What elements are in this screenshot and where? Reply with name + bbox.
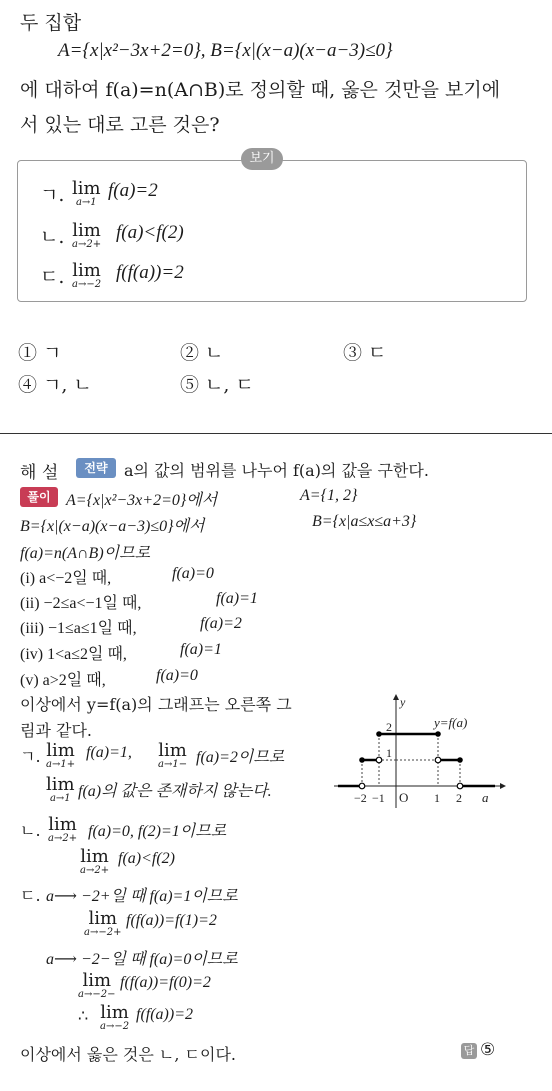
- lim-word: lim: [72, 260, 101, 281]
- sol-limit: [46, 742, 75, 770]
- x-tick-label: −1: [372, 791, 385, 805]
- y-tick-label: 1: [386, 746, 392, 760]
- sol-limit: [46, 776, 75, 804]
- graph-text-2: 림과 같다.: [20, 721, 92, 740]
- case-val: f(a)=2: [200, 615, 242, 632]
- open-point: [359, 783, 365, 789]
- pul-tag: 풀이: [20, 487, 58, 507]
- sol-expr: f(a)<f(2): [118, 850, 175, 867]
- sol-expr: f(f(a))=f(1)=2: [126, 912, 217, 929]
- sol-line2b: B={x|a≤x≤a+3}: [312, 513, 417, 530]
- lim-subscript: a→1+: [46, 759, 76, 770]
- lim-subscript: a→2+: [80, 865, 110, 876]
- case-val: f(a)=0: [156, 667, 198, 684]
- sol-line1a: A={x|x²−3x+2=0}에서: [66, 492, 218, 509]
- sol-item-marker-c: ㄷ.: [20, 886, 41, 905]
- bogi-item-limit: [72, 222, 101, 250]
- sol-line: a⟶ −2−일 때 f(a)=0이므로: [46, 951, 238, 968]
- section-divider: [0, 433, 552, 434]
- problem-line3: 서 있는 대로 고른 것은?: [20, 114, 220, 136]
- conclusion: 이상에서 옳은 것은 ㄴ, ㄷ이다.: [20, 1045, 236, 1064]
- x-tick-label: −2: [354, 791, 367, 805]
- lim-word: lim: [80, 846, 109, 867]
- sol-limit: [158, 742, 187, 770]
- bogi-item-marker: ㄱ.: [40, 184, 65, 206]
- sol-limit: [78, 972, 115, 1000]
- sol-item-marker-a: ㄱ.: [20, 747, 41, 766]
- choice-1[interactable]: ① ㄱ: [18, 342, 62, 364]
- closed-point: [457, 757, 463, 763]
- y-axis-arrow: [393, 694, 399, 700]
- choice-4[interactable]: ④ ㄱ, ㄴ: [18, 374, 92, 396]
- sol-item-marker-b: ㄴ.: [20, 821, 41, 840]
- sol-limit: [100, 1004, 129, 1032]
- answer-tag: 답: [461, 1043, 477, 1059]
- problem-sets: A={x|x²−3x+2=0}, B={x|(x−a)(x−a−3)≤0}: [58, 40, 393, 61]
- graph-text-1: 이상에서 y=f(a)의 그래프는 오른쪽 그: [20, 695, 292, 714]
- open-point: [435, 757, 441, 763]
- origin-label: O: [399, 790, 409, 805]
- lim-word: lim: [46, 774, 75, 795]
- x-axis-arrow: [500, 783, 506, 789]
- sol-limit: [84, 910, 121, 938]
- sol-line: a⟶ −2+일 때 f(a)=1이므로: [46, 888, 238, 905]
- x-tick-label: 1: [434, 791, 440, 805]
- lim-subscript: a→−2−: [78, 989, 116, 1000]
- lim-word: lim: [82, 970, 112, 991]
- lim-subscript: a→2+: [72, 239, 102, 250]
- case-val: f(a)=1: [180, 641, 222, 658]
- x-tick-label: 2: [456, 791, 462, 805]
- lim-subscript: a→1: [49, 793, 71, 804]
- y-axis-label: y: [400, 695, 406, 709]
- bogi-item-expr: f(a)<f(2): [116, 222, 184, 243]
- closed-point: [376, 731, 382, 737]
- bogi-label: 보기: [241, 148, 283, 170]
- y-tick-label: 2: [386, 720, 392, 734]
- lim-word: lim: [48, 814, 77, 835]
- step-function-graph: [330, 690, 510, 810]
- sol-line2a: B={x|(x−a)(x−a−3)≤0}에서: [20, 518, 205, 535]
- sol-expr: f(a)=2이므로: [196, 749, 285, 766]
- lim-word: lim: [72, 220, 101, 241]
- open-point: [457, 783, 463, 789]
- case-cond: (v) a>2일 때,: [20, 672, 106, 689]
- strategy-text: a의 값의 범위를 나누어 f(a)의 값을 구한다.: [124, 461, 429, 480]
- closed-point: [435, 731, 441, 737]
- answer-value: ⑤: [480, 1040, 496, 1060]
- case-cond: (iii) −1≤a≤1일 때,: [20, 620, 137, 637]
- bogi-item-limit: [72, 180, 101, 208]
- sol-expr: f(f(a))=2: [136, 1006, 193, 1023]
- case-cond: (i) a<−2일 때,: [20, 570, 112, 587]
- case-cond: (iv) 1<a≤2일 때,: [20, 646, 127, 663]
- choice-2[interactable]: ② ㄴ: [180, 342, 224, 364]
- sol-line3: f(a)=n(A∩B)이므로: [20, 545, 151, 562]
- x-axis-label: a: [482, 790, 489, 805]
- case-val: f(a)=0: [172, 565, 214, 582]
- open-point: [376, 757, 382, 763]
- case-cond: (ii) −2≤a<−1일 때,: [20, 595, 142, 612]
- lim-word: lim: [88, 908, 118, 929]
- lim-word: lim: [158, 740, 187, 761]
- bogi-item-expr: f(a)=2: [108, 180, 158, 201]
- therefore-symbol: ∴: [78, 1006, 89, 1025]
- sol-line1b: A={1, 2}: [300, 487, 358, 504]
- function-label: y=f(a): [434, 715, 468, 730]
- lim-subscript: a→1: [75, 197, 97, 208]
- strategy-tag: 전략: [76, 458, 116, 478]
- problem-line2: 에 대하여 f(a)=n(A∩B)로 정의할 때, 옳은 것만을 보기에: [20, 79, 501, 101]
- bogi-item-expr: f(f(a))=2: [116, 262, 184, 283]
- lim-word: lim: [72, 178, 101, 199]
- choice-3[interactable]: ③ ㄷ: [343, 342, 387, 364]
- bogi-item-marker: ㄴ.: [40, 226, 65, 248]
- lim-word: lim: [100, 1002, 129, 1023]
- sol-limit: [48, 816, 77, 844]
- sol-expr: f(a)=1,: [86, 744, 132, 761]
- sol-limit: [80, 848, 109, 876]
- solution-header: 해 설: [20, 463, 59, 483]
- problem-intro: 두 집합: [20, 12, 82, 34]
- case-val: f(a)=1: [216, 590, 258, 607]
- lim-subscript: a→−2: [72, 279, 102, 290]
- lim-subscript: a→−2+: [84, 927, 122, 938]
- bogi-item-marker: ㄷ.: [40, 266, 65, 288]
- bogi-item-limit: [72, 262, 101, 290]
- lim-word: lim: [46, 740, 75, 761]
- sol-expr: f(a)의 값은 존재하지 않는다.: [78, 783, 272, 800]
- choice-5[interactable]: ⑤ ㄴ, ㄷ: [180, 374, 254, 396]
- lim-subscript: a→−2: [100, 1021, 130, 1032]
- lim-subscript: a→2+: [48, 833, 78, 844]
- sol-expr: f(f(a))=f(0)=2: [120, 974, 211, 991]
- closed-point: [359, 757, 365, 763]
- lim-subscript: a→1−: [158, 759, 188, 770]
- sol-expr: f(a)=0, f(2)=1이므로: [88, 823, 227, 840]
